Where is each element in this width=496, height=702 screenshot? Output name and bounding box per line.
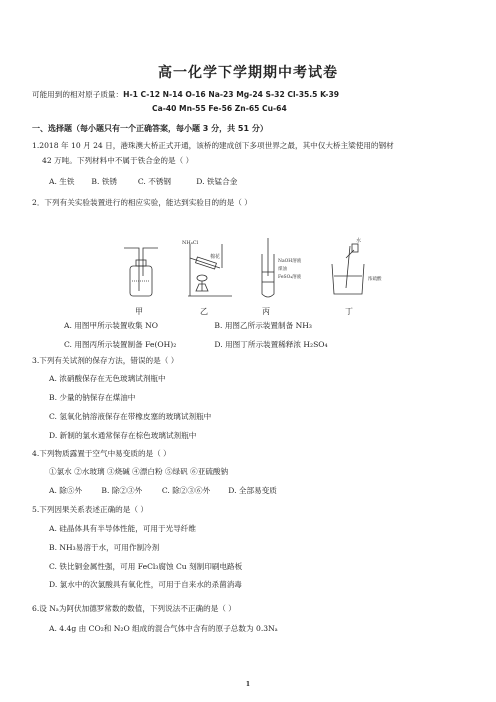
q4-option-b[interactable]: B. 除②③外 (101, 486, 143, 495)
label-feso4: FeSO₄溶液 (278, 275, 302, 280)
q1-option-c[interactable]: C. 不锈钢 (137, 177, 171, 186)
apparatus-jia (124, 248, 158, 296)
q3-option-c[interactable]: C. 氢氧化钠溶液保存在带橡皮塞的玻璃试剂瓶中 (49, 412, 212, 421)
q6-stem: 6.设 Nₐ为阿伏加德罗常数的数值，下列说法不正确的是（ ） (32, 604, 236, 613)
label-water: 水 (356, 238, 362, 244)
q1-stem-line2: 42 万吨。下列材料中不属于铁合金的是（ ） (42, 156, 194, 165)
atomic-mass-values-1: H-1 C-12 N-14 O-16 Na-23 Mg-24 S-32 Cl-35.5 K-39 (123, 90, 340, 99)
q4-option-c[interactable]: C. 除②③⑥外 (161, 486, 211, 495)
figure-label-jia: 甲 (135, 307, 143, 316)
figure-label-bing: 丙 (262, 307, 270, 316)
apparatus-yi (188, 244, 232, 296)
label-naoh: NaOH溶液 (278, 259, 302, 264)
q5-option-b[interactable]: B. NH₃易溶于水，可用作制冷剂 (49, 543, 160, 552)
q6-option-a[interactable]: A. 4.4g 由 CO₂和 N₂O 组成的混合气体中含有的原子总数为 0.3Nₐ (49, 624, 278, 633)
atomic-mass-values-2: Ca-40 Mn-55 Fe-56 Zn-65 Cu-64 (152, 104, 287, 113)
q3-option-a[interactable]: A. 浓硝酸保存在无色玻璃试剂瓶中 (49, 374, 166, 383)
q4-items: ①氯水 ②水玻璃 ③烧碱 ④漂白粉 ⑤绿矾 ⑥亚硫酸钠 (49, 467, 229, 476)
q3-option-b[interactable]: B. 少量的钠保存在煤油中 (49, 393, 136, 402)
apparatus-ding (332, 244, 364, 294)
q5-option-a[interactable]: A. 硅晶体具有半导体性能，可用于光导纤维 (49, 524, 196, 533)
q2-option-d[interactable]: D. 用图丁所示装置稀释浓 H₂SO₄ (214, 340, 328, 349)
q1-option-d[interactable]: D. 铁锰合金 (196, 177, 238, 186)
figure-label-ding: 丁 (345, 307, 353, 316)
q2-options-row1 (64, 321, 312, 331)
q1-option-b[interactable]: B. 铁锈 (91, 177, 118, 186)
q5-option-c[interactable]: C. 铁比铜金属性强，可用 FeCl₃腐蚀 Cu 刻制印刷电路板 (49, 562, 243, 571)
label-conc-sulfuric: 浓硫酸 (368, 277, 382, 282)
q4-stem: 4.下列物质露置于空气中易变质的是（ ） (32, 449, 171, 458)
q3-stem: 3.下列有关试剂的保存方法，错误的是（ ） (32, 356, 179, 365)
q1-options (49, 177, 237, 187)
q2-options-row2 (64, 340, 328, 350)
q5-option-d[interactable]: D. 氯水中的次氯酸具有氧化性，可用于自来水的杀菌消毒 (49, 580, 242, 589)
label-cotton: 棉花 (210, 254, 221, 260)
page-number: 1 (245, 681, 251, 688)
q2-stem: 2．下列有关实验装置进行的相应实验，能达到实验目的的是（ ） (32, 198, 252, 207)
q2-option-c[interactable]: C. 用图丙所示装置制备 Fe(OH)₂ (64, 340, 177, 349)
label-nh4cl: NH₄Cl (182, 240, 199, 246)
q4-option-d[interactable]: D. 全部易变质 (228, 486, 277, 495)
label-kerosene: 煤油 (278, 267, 287, 272)
q1-stem-line1: 1.2018 年 10 月 24 日，港珠澳大桥正式开通，该桥的建成创下多项世界之最，其中仅大桥主梁使用的钢材 (32, 141, 394, 150)
q2-option-b[interactable]: B. 用图乙所示装置制备 NH₃ (214, 321, 312, 330)
q2-apparatus-figure (110, 236, 400, 306)
q3-option-d[interactable]: D. 新制的氯水通常保存在棕色玻璃试剂瓶中 (49, 431, 197, 440)
apparatus-bing (262, 238, 274, 297)
q5-stem: 5.下列因果关系表述正确的是（ ） (32, 505, 148, 514)
q4-options (49, 486, 277, 496)
page-title: 高一化学下学期期中考试卷 (158, 65, 338, 81)
q4-option-a[interactable]: A. 除⑤外 (49, 486, 83, 495)
section-heading-choice: 一、选择题（每小题只有一个正确答案，每小题 3 分，共 51 分） (32, 124, 268, 133)
q1-option-a[interactable]: A. 生铁 (49, 177, 75, 186)
atomic-mass-line-1 (32, 90, 339, 100)
atomic-mass-line-2 (152, 104, 287, 114)
figure-label-yi: 乙 (200, 307, 208, 316)
atomic-mass-prefix: 可能用到的相对原子质量： (32, 90, 124, 99)
q2-option-a[interactable]: A. 用图甲所示装置收集 NO (64, 321, 158, 330)
